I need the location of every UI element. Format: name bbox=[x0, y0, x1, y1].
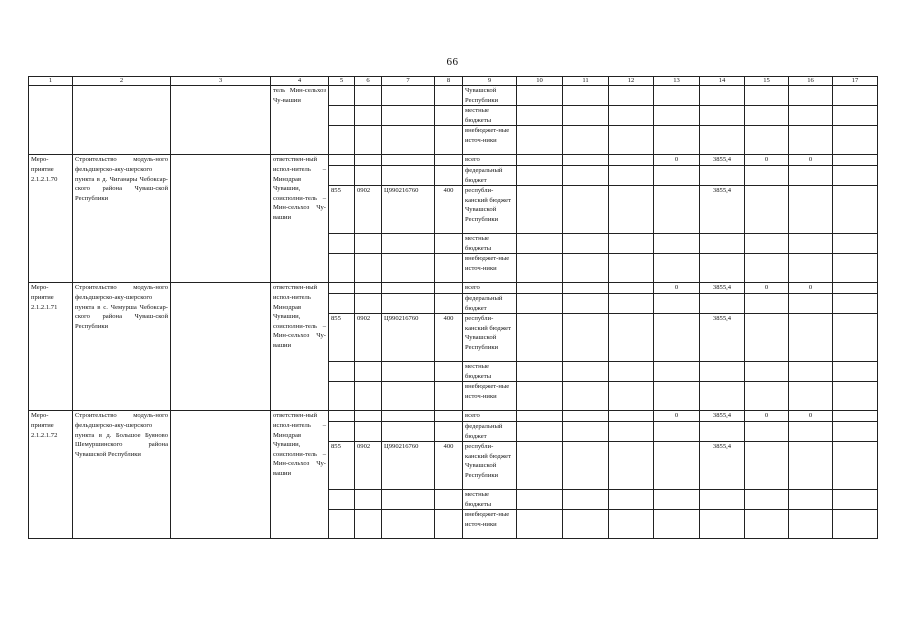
value-cell: 3855,4 bbox=[700, 411, 745, 422]
section-code: 0902 bbox=[355, 314, 382, 362]
value-cell: 0 bbox=[745, 283, 789, 294]
table-row bbox=[29, 283, 878, 294]
activity-code: Меро-приятие 2.1.2.1.70 bbox=[29, 155, 73, 283]
table-row bbox=[29, 411, 878, 422]
grbs-code: 855 bbox=[329, 442, 355, 490]
expense-type-code: 400 bbox=[435, 314, 463, 362]
table-row bbox=[29, 86, 878, 106]
value-cell: 0 bbox=[789, 283, 833, 294]
funding-source: республи-канский бюджет Чувашской Республики bbox=[463, 442, 517, 490]
value-cell: 0 bbox=[789, 155, 833, 166]
funding-source: всего bbox=[463, 283, 517, 294]
activity-name: Строительство модуль-ного фельдшерско-аку-шерского пункта в д. Большое Буяново Шемуршинского района Чувашской Республики bbox=[73, 411, 171, 539]
column-number: 16 bbox=[789, 77, 833, 86]
value-cell: 0 bbox=[745, 155, 789, 166]
column-number: 10 bbox=[517, 77, 563, 86]
executor-cell: ответствен-ный испол-нитель Минздрав Чувашии, соисполни-тель – Мин-сельхоз Чу-вашии bbox=[271, 283, 329, 411]
value-cell: 0 bbox=[789, 411, 833, 422]
funding-source: всего bbox=[463, 155, 517, 166]
value-cell: 3855,4 bbox=[700, 442, 745, 490]
grbs-code: 855 bbox=[329, 314, 355, 362]
column-number: 13 bbox=[654, 77, 700, 86]
value-cell: 3855,4 bbox=[700, 155, 745, 166]
column-number: 3 bbox=[171, 77, 271, 86]
column-number: 12 bbox=[609, 77, 654, 86]
budget-table bbox=[28, 76, 878, 539]
column-number: 15 bbox=[745, 77, 789, 86]
funding-source: федеральный бюджет bbox=[463, 293, 517, 313]
executor-cell: тель Мин-сельхоз Чу-вашии bbox=[271, 86, 329, 155]
section-code: 0902 bbox=[355, 186, 382, 234]
funding-source: внебюджет-ные источ-ники bbox=[463, 254, 517, 283]
funding-source: местные бюджеты bbox=[463, 106, 517, 126]
funding-source: внебюджет-ные источ-ники bbox=[463, 382, 517, 411]
value-cell: 3855,4 bbox=[700, 283, 745, 294]
funding-source: Чувашской Республики bbox=[463, 86, 517, 106]
column-number: 5 bbox=[329, 77, 355, 86]
funding-source: федеральный бюджет bbox=[463, 165, 517, 185]
expense-type-code: 400 bbox=[435, 442, 463, 490]
value-cell: 0 bbox=[654, 411, 700, 422]
page-number: 66 bbox=[446, 56, 459, 68]
funding-source: внебюджет-ные источ-ники bbox=[463, 510, 517, 539]
column-number: 17 bbox=[833, 77, 878, 86]
value-cell: 0 bbox=[654, 155, 700, 166]
value-cell: 3855,4 bbox=[700, 314, 745, 362]
target-article-code: Ц990216760 bbox=[382, 442, 435, 490]
funding-source: местные бюджеты bbox=[463, 362, 517, 382]
column-number: 6 bbox=[355, 77, 382, 86]
funding-source: республи-канский бюджет Чувашской Республики bbox=[463, 314, 517, 362]
funding-source: местные бюджеты bbox=[463, 234, 517, 254]
funding-source: федеральный бюджет bbox=[463, 421, 517, 441]
value-cell: 3855,4 bbox=[700, 186, 745, 234]
table-row bbox=[29, 155, 878, 166]
funding-source: республи-канский бюджет Чувашской Республики bbox=[463, 186, 517, 234]
column-number: 11 bbox=[563, 77, 609, 86]
funding-source: внебюджет-ные источ-ники bbox=[463, 126, 517, 155]
target-article-code: Ц990216760 bbox=[382, 314, 435, 362]
activity-code: Меро-приятие 2.1.2.1.72 bbox=[29, 411, 73, 539]
activity-code: Меро-приятие 2.1.2.1.71 bbox=[29, 283, 73, 411]
activity-name: Строительство модуль-ного фельдшерско-аку-шерского пункта в с. Чемурша Чебоксар-ского района Чуваш-ской Республики bbox=[73, 283, 171, 411]
executor-cell: ответствен-ный испол-нитель – Минздрав Чувашии, соисполни-тель – Мин-сельхоз Чу-вашии bbox=[271, 411, 329, 539]
column-number: 2 bbox=[73, 77, 171, 86]
funding-source: местные бюджеты bbox=[463, 490, 517, 510]
column-number: 7 bbox=[382, 77, 435, 86]
column-number-row bbox=[29, 77, 878, 86]
column-number: 9 bbox=[463, 77, 517, 86]
funding-source: всего bbox=[463, 411, 517, 422]
column-number: 1 bbox=[29, 77, 73, 86]
value-cell: 0 bbox=[654, 283, 700, 294]
column-number: 4 bbox=[271, 77, 329, 86]
grbs-code: 855 bbox=[329, 186, 355, 234]
expense-type-code: 400 bbox=[435, 186, 463, 234]
executor-cell: ответствен-ный испол-нитель – Минздрав Чувашии, соисполни-тель – Мин-сельхоз Чу-вашии bbox=[271, 155, 329, 283]
target-article-code: Ц990216760 bbox=[382, 186, 435, 234]
column-number: 8 bbox=[435, 77, 463, 86]
value-cell: 0 bbox=[745, 411, 789, 422]
activity-name: Строительство модуль-ного фельдшерско-аку-шерского пункта в д. Чиганары Чебоксар-ского района Чуваш-ской Республики bbox=[73, 155, 171, 283]
section-code: 0902 bbox=[355, 442, 382, 490]
column-number: 14 bbox=[700, 77, 745, 86]
